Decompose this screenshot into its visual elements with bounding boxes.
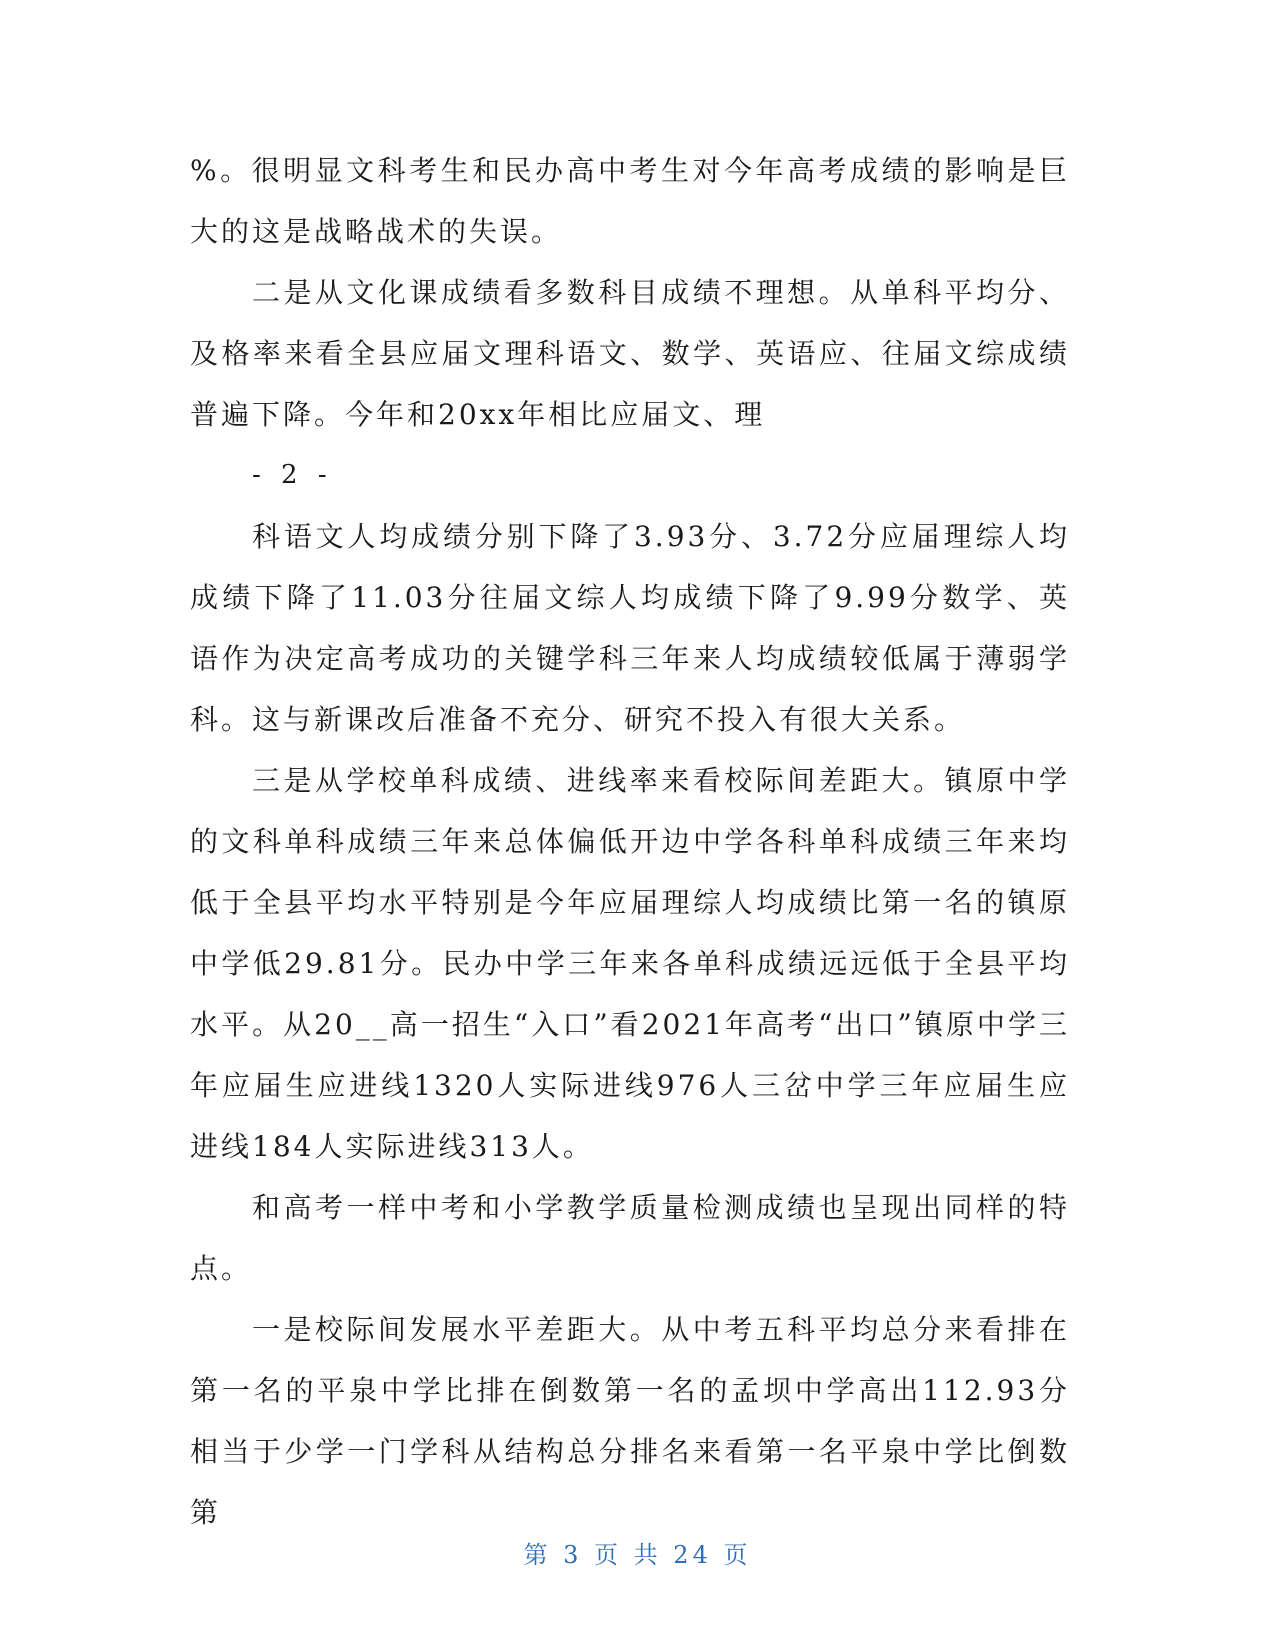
page-footer: 第 3 页 共 24 页 <box>523 1541 752 1569</box>
document-body <box>190 140 1070 1543</box>
paragraph-continuation: %。很明显文科考生和民办高中考生对今年高考成绩的影响是巨大的这是战略战术的失误。 <box>190 154 1070 248</box>
paragraph-school-gap: 三是从学校单科成绩、进线率来看校际间差距大。镇原中学的文科单科成绩三年来总体偏低开边中学各科单科成绩三年来均低于全县平均水平特别是今年应届理综人均成绩比第一名的镇原中学低29.81分。民办中学三年来各单科成绩远远低于全县平均水平。从20__高一招生“入口”看2021年高考“出口”镇原中学三年应届生应进线1320人实际进线976人三岔中学三年应届生应进线184人实际进线313人。 <box>190 764 1070 1163</box>
paragraph-development-gap: 一是校际间发展水平差距大。从中考五科平均总分来看排在第一名的平泉中学比排在倒数第一名的孟坝中学高出112.93分相当于少学一门学科从结构总分排名来看第一名平泉中学比倒数第 <box>190 1313 1070 1529</box>
inline-page-marker: - 2 - <box>252 460 333 490</box>
paragraph-score-decline: 科语文人均成绩分别下降了3.93分、3.72分应届理综人均成绩下降了11.03分往届文综人均成绩下降了9.99分数学、英语作为决定高考成功的关键学科三年来人均成绩较低属于薄弱学科。这与新课改后准备不充分、研究不投入有很大关系。 <box>190 520 1070 736</box>
paragraph-subject-scores: 二是从文化课成绩看多数科目成绩不理想。从单科平均分、及格率来看全县应届文理科语文、数学、英语应、往届文综成绩普遍下降。今年和20xx年相比应届文、理 <box>190 276 1070 431</box>
paragraph-exam-similarity: 和高考一样中考和小学教学质量检测成绩也呈现出同样的特点。 <box>190 1191 1070 1285</box>
